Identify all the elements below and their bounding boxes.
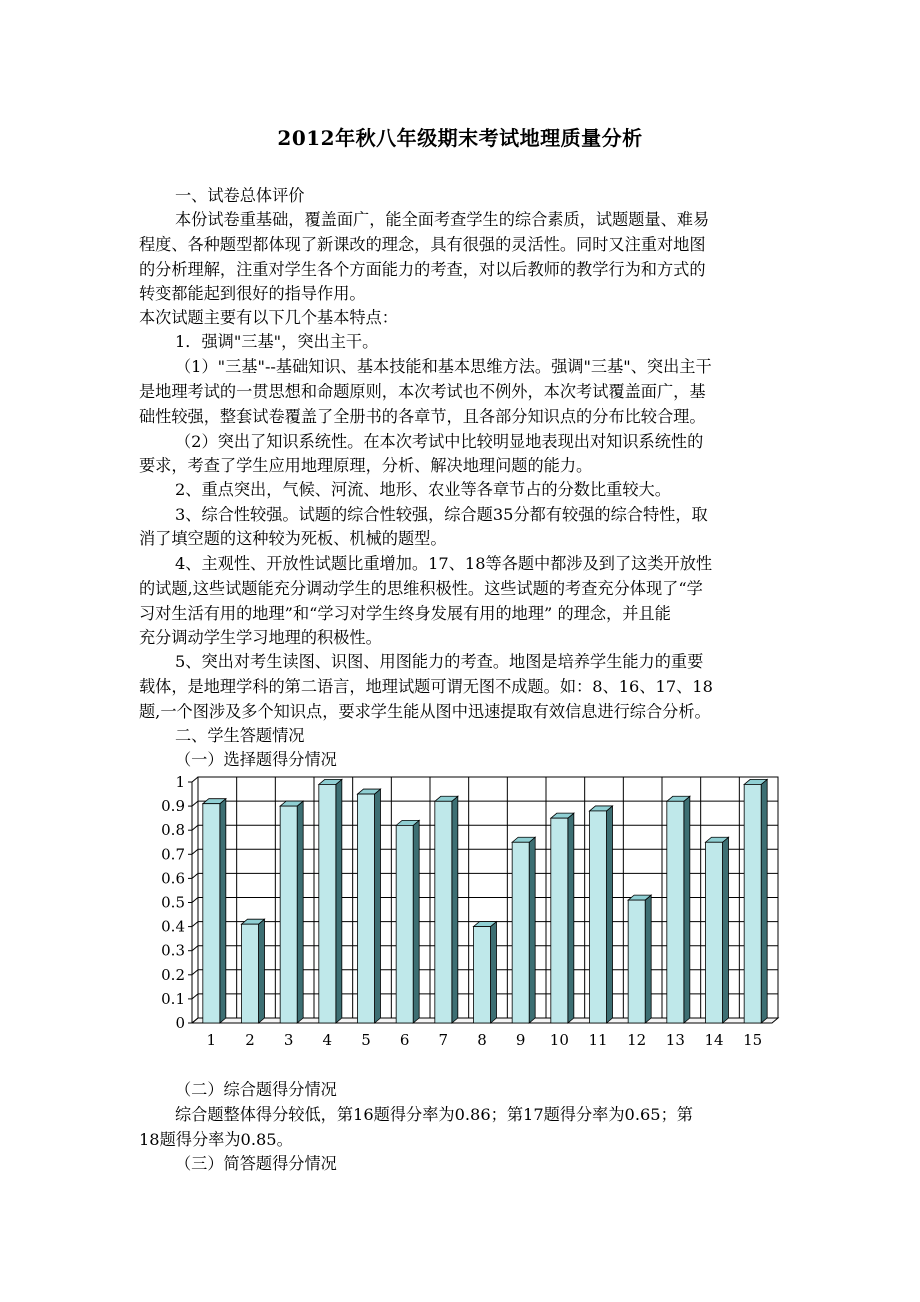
gridline-diag <box>192 898 198 903</box>
section-heading-answers: 二、学生答题情况 <box>175 726 305 745</box>
bar <box>551 818 568 1023</box>
y-tick-label: 0.1 <box>161 989 185 1008</box>
bar-side <box>723 837 729 1023</box>
y-tick-label: 0.2 <box>161 965 185 984</box>
y-tick-label: 0.8 <box>161 821 185 840</box>
y-tick-label: 0 <box>175 1014 185 1032</box>
paragraph-line: 本份试卷重基础，覆盖面广，能全面考查学生的综合素质，试题题量、难易 <box>175 210 710 229</box>
bar <box>705 842 722 1023</box>
bar <box>319 784 336 1023</box>
bar <box>435 801 452 1023</box>
paragraph-line: 是地理考试的一贯思想和命题原则，本次考试也不例外，本次考试覆盖面广，基 <box>139 382 706 401</box>
bar-side <box>761 779 767 1023</box>
bar-side <box>491 922 497 1023</box>
paragraph-line: 础性较强，整套试卷覆盖了全册书的各章节，且各部分知识点的分布比较合理。 <box>139 407 706 426</box>
x-tick-label: 14 <box>704 1031 724 1049</box>
paragraph-line: 5、突出对考生读图、识图、用图能力的考查。地图是培养学生能力的重要 <box>175 652 704 671</box>
x-tick-label: 10 <box>549 1031 569 1049</box>
x-tick-label: 4 <box>322 1031 333 1049</box>
gridline-diag <box>192 777 198 782</box>
gridline-diag <box>192 825 198 830</box>
y-tick-label: 0.3 <box>161 941 185 960</box>
gridline-diag <box>192 970 198 975</box>
x-tick-label: 9 <box>515 1031 526 1049</box>
bar <box>628 900 645 1023</box>
paragraph-line: 3、综合性较强。试题的综合性较强，综合题35分都有较强的综合特性，取 <box>175 505 708 524</box>
bar-side <box>684 796 690 1023</box>
bar <box>473 927 490 1023</box>
gridline-diag <box>192 946 198 951</box>
paragraph-line: 载体，是地理学科的第二语言，地理试题可谓无图不成题。如：8、16、17、18 <box>139 677 713 696</box>
document-title: 2012年秋八年级期末考试地理质量分析 <box>277 126 643 150</box>
bar-side <box>568 813 574 1023</box>
bar <box>280 806 297 1023</box>
bar-side <box>413 820 419 1023</box>
gridline-diag <box>192 922 198 927</box>
bar <box>357 794 374 1023</box>
x-tick-label: 13 <box>665 1031 685 1049</box>
gridline-diag <box>192 849 198 854</box>
paragraph-line: 综合题整体得分较低，第16题得分率为0.86；第17题得分率为0.65；第 <box>175 1105 693 1124</box>
x-tick-label: 1 <box>206 1031 217 1049</box>
bar <box>512 842 529 1023</box>
paragraph-line: 18题得分率为0.85。 <box>139 1130 293 1149</box>
bar-side <box>259 919 265 1023</box>
list-item-heading: 1．强调"三基"，突出主干。 <box>175 332 379 351</box>
y-tick-label: 0.4 <box>161 917 185 936</box>
bar-side <box>375 789 381 1023</box>
paragraph-line: 4、主观性、开放性试题比重增加。17、18等各题中都涉及到了这类开放性 <box>175 554 713 573</box>
paragraph-line: （2）突出了知识系统性。在本次考试中比较明显地表现出对知识系统性的 <box>175 432 704 451</box>
y-tick-label: 1 <box>175 773 185 791</box>
gridline-diag <box>192 994 198 999</box>
paragraph-line: 2、重点突出，气候、河流、地形、农业等各章节占的分数比重较大。 <box>175 480 671 499</box>
paragraph-line: 题,一个图涉及多个知识点，要求学生能从图中迅速提取有效信息进行综合分析。 <box>139 702 711 721</box>
paragraph-line: 要求，考查了学生应用地理原理，分析、解决地理问题的能力。 <box>139 456 593 475</box>
paragraph-line: 程度、各种题型都体现了新课改的理念，具有很强的灵活性。同时又注重对地图 <box>139 235 706 254</box>
paragraph-line: （1）"三基"--基础知识、基本技能和基本思维方法。强调"三基"、突出主干 <box>175 357 712 376</box>
bar <box>589 811 606 1023</box>
bar-side <box>452 796 458 1023</box>
x-tick-label: 11 <box>588 1031 608 1049</box>
paragraph-line: 的试题,这些试题能充分调动学生的思维积极性。这些试题的考查充分体现了“学 <box>139 579 703 598</box>
paragraph-line: 充分调动学生学习地理的积极性。 <box>139 628 382 647</box>
x-tick-label: 8 <box>477 1031 487 1049</box>
x-tick-label: 7 <box>438 1031 449 1049</box>
x-tick-label: 6 <box>399 1031 410 1049</box>
subsection-heading-choice: （一）选择题得分情况 <box>175 750 337 769</box>
bar-side <box>336 779 342 1023</box>
bar-side <box>607 806 613 1023</box>
bar-side <box>529 837 535 1023</box>
x-tick-label: 12 <box>627 1031 647 1049</box>
section-heading-overview: 一、试卷总体评价 <box>175 186 305 205</box>
x-tick-label: 5 <box>361 1031 371 1049</box>
bar <box>667 801 684 1023</box>
y-tick-label: 0.9 <box>161 797 185 816</box>
paragraph-line: 习对生活有用的地理”和“学习对学生终身发展有用的地理” 的理念，并且能 <box>139 604 671 623</box>
paragraph-line: 消了填空题的这种较为死板、机械的题型。 <box>139 529 447 548</box>
bar-side <box>645 895 651 1023</box>
subsection-heading-comprehensive: （二）综合题得分情况 <box>175 1080 337 1099</box>
y-tick-label: 0.5 <box>161 893 185 912</box>
x-tick-label: 15 <box>743 1031 763 1049</box>
gridline-diag <box>192 873 198 878</box>
bar <box>744 784 761 1023</box>
bar-side <box>220 799 226 1023</box>
y-tick-label: 0.6 <box>161 869 185 888</box>
bar <box>203 804 220 1023</box>
x-tick-label: 2 <box>245 1031 255 1049</box>
bar <box>241 924 258 1023</box>
x-tick-label: 3 <box>283 1031 294 1049</box>
paragraph-line: 的分析理解，注重对学生各个方面能力的考查，对以后教师的教学行为和方式的 <box>139 260 706 279</box>
y-tick-label: 0.7 <box>161 845 185 864</box>
bar <box>396 825 413 1023</box>
paragraph-line: 本次试题主要有以下几个基本特点： <box>139 308 398 327</box>
bar-side <box>297 801 303 1023</box>
paragraph-line: 转变都能起到很好的指导作用。 <box>139 284 366 303</box>
choice-score-bar-chart <box>150 770 790 1060</box>
gridline-diag <box>192 801 198 806</box>
subsection-heading-short-answer: （三）简答题得分情况 <box>175 1154 337 1173</box>
